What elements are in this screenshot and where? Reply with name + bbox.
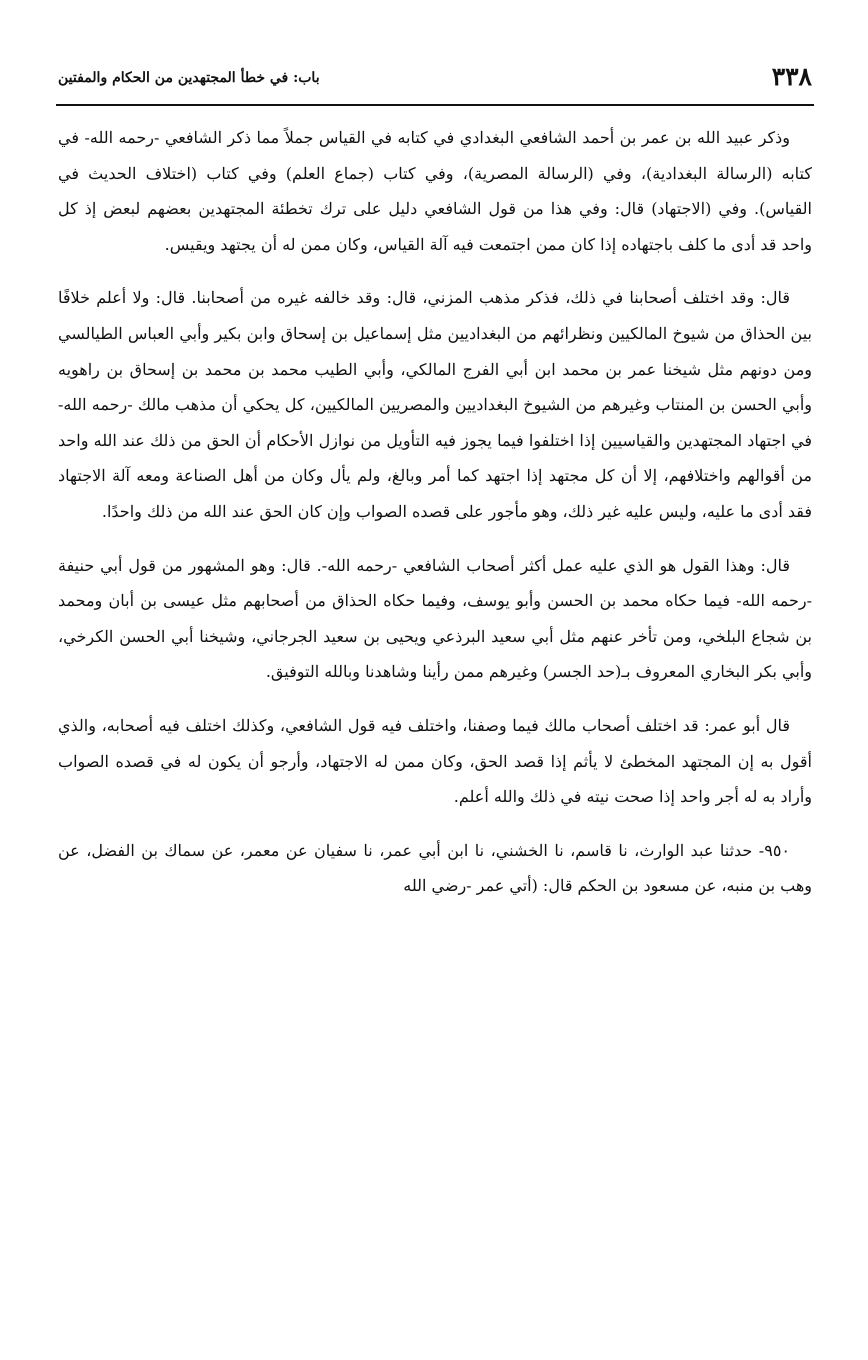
paragraph-5-hadith-950: ٩٥٠- حدثنا عبد الوارث، نا قاسم، نا الخشني، نا ابن أبي عمر، نا سفيان عن معمر، عن سماك بن الفضل، عن وهب بن منبه، عن مسعود بن الحكم قال: (أتي عمر -رضي الله — [58, 840, 812, 896]
page-number: ٣٣٨ — [771, 62, 812, 91]
paragraph-1: وذكر عبيد الله بن عمر بن أحمد الشافعي البغدادي في كتابه في القياس جملاً مما ذكر الشافعي -رحمه الله- في كتابه (الرسالة البغدادية)، وفي (الرسالة المصرية)، وفي كتاب (جماع العلم) وفي كتاب (اختلاف الحديث في القياس). وفي (الاجتهاد) قال: وفي هذا من قول الشافعي دليل على ترك تخطئة المجتهدين بعضهم لبعض إذ كل واحد قد أدى ما كلف باجتهاده إذا كان ممن اجتمعت فيه آلة القياس، وكان ممن له أن يجتهد ويقيس. — [58, 128, 812, 254]
paragraph-2: قال: وقد اختلف أصحابنا في ذلك، فذكر مذهب المزني، قال: وقد خالفه غيره من أصحابنا. قال: ولا أعلم خلافًا بين الحذاق من شيوخ المالكيين ونظرائهم من البغداديين مثل إسماعيل بن إسحاق وابن بكير وأبي العباس الطيالسي ومن دونهم مثل شيخنا عمر بن محمد ابن أبي الفرج المالكي، وأبي الطيب محمد بن محمد بن إسحاق بن راهويه وأبي الحسن بن المنتاب وغيرهم من الشيوخ البغداديين والمصريين المالكيين، كل يحكي أن مذهب مالك -رحمه الله- في اجتهاد المجتهدين والقياسيين إذا اختلفوا فيما يجوز فيه التأويل من نوازل الأحكام أن الحق من ذلك عند الله واحد من أقوالهم واختلافهم، إلا أن كل مجتهد إذا اجتهد كما أمر وبالغ، ولم يأل وكان من أهل الصناعة ومعه آلة الاجتهاد فقد أدى ما عليه، وليس عليه غير ذلك، وهو مأجور على قصده الصواب وإن كان الحق عند الله من ذلك واحدًا. — [58, 288, 812, 521]
body-text — [58, 120, 812, 922]
paragraph-3: قال: وهذا القول هو الذي عليه عمل أكثر أصحاب الشافعي -رحمه الله-. قال: وهو المشهور من قول أبي حنيفة -رحمه الله- فيما حكاه محمد بن الحسن وأبو يوسف، وفيما حكاه الحذاق من أصحابهم مثل عيسى بن أبان ومحمد بن شجاع البلخي، ومن تأخر عنهم مثل أبي سعيد البرذعي ويحيى بن سعيد الجرجاني، وشيخنا أبي الحسن الكرخي، وأبي بكر البخاري المعروف بـ(حد الجسر) وغيرهم ممن رأينا وشاهدنا وبالله التوفيق. — [58, 555, 813, 682]
header-rule — [56, 104, 814, 106]
running-title: باب: في خطأ المجتهدين من الحكام والمفتين — [58, 70, 320, 86]
page-header — [58, 62, 812, 102]
paragraph-4: قال أبو عمر: قد اختلف أصحاب مالك فيما وصفنا، واختلف فيه قول الشافعي، وكذلك اختلف فيه أصحابه، والذي أقول به إن المجتهد المخطئ لا يأثم إذا قصد الحق، وكان ممن له الاجتهاد، وأرجو أن يكون له في قصده الصواب وأراد به له أجر واحد إذا صحت نيته في ذلك والله أعلم. — [58, 715, 812, 807]
